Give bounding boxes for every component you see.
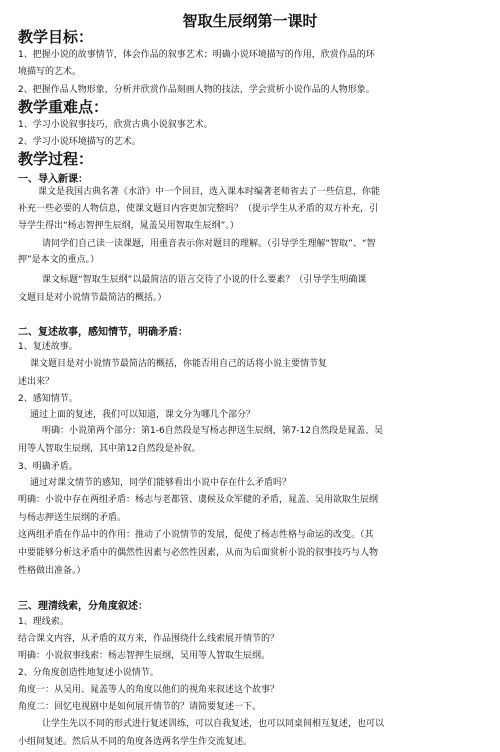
paragraph-line: 让学生先以不同的形式进行复述训练，可以自我复述，也可以同桌间相互复述，也可以: [42, 719, 385, 729]
heading-teaching-goals: 教学目标：: [18, 28, 94, 46]
paragraph-line: 请同学们自己读一读课题，用重音表示你对题目的理解。（引导学生理解“智取”、“智: [42, 239, 376, 249]
paragraph-line: 1、复述故事。: [18, 342, 78, 352]
goal-line: 2、把握作品人物形象，分析并欣赏作品刻画人物的技法，学会赏析小说作品的人物形象。: [18, 85, 375, 95]
paragraph-line: 性格做出准备。）: [18, 566, 86, 576]
focus-line: 1、学习小说叙事技巧，欣赏古典小说叙事艺术。: [18, 120, 213, 130]
paragraph-line: 通过对课文情节的感知，同学们能够看出小说中存在什么矛盾吗？: [30, 478, 292, 488]
paragraph-line: 明确：小说中存在两组矛盾：杨志与老都管、虞候及众军健的矛盾，晁盖、吴用欲取生辰纲: [18, 495, 379, 505]
paragraph-line: 述出来？: [18, 377, 55, 387]
paragraph-line: 明确：小说叙事线索：杨志智押生辰纲，吴用等人智取生辰纲。: [18, 651, 271, 661]
goal-line: 境描写的艺术。: [18, 67, 82, 77]
paragraph-line: 押”是本文的重点。）: [18, 255, 100, 265]
paragraph-line: 通过上面的复述，我们可以知道，课文分为哪几个部分？: [30, 410, 256, 420]
section-heading: 三、理清线索，分角度叙述：: [18, 601, 148, 612]
paragraph-line: 文题目是对小说情节最简洁的概括。）: [18, 293, 167, 303]
paragraph-line: 2、分角度创造性地复述小说情节。: [18, 668, 159, 678]
heading-teaching-process: 教学过程：: [18, 150, 94, 168]
paragraph-line: 这两组矛盾在作品中的作用：推动了小说情节的发展，促使了杨志性格与命运的改变。（其: [18, 530, 374, 540]
paragraph-line: 课文题目是对小说情节最简洁的概括，你能否用自己的话将小说主要情节复: [30, 359, 328, 369]
paragraph-line: 导学生得出“杨志智押生辰纲，晁盖吴用智取生辰纲”。）: [18, 221, 239, 231]
paragraph-line: 角度一：从吴用、晁盖等人的角度以他们的视角来叙述这个故事？: [18, 685, 280, 695]
paragraph-line: 用等人智取生辰纲，其中第12自然段是补叙。: [18, 444, 201, 454]
section-heading: 二、复述故事，感知情节，明确矛盾：: [18, 327, 188, 338]
paragraph-line: 课文标题“智取生辰纲”以最简洁的语言交待了小说的什么要素？（引导学生明确课: [42, 275, 367, 285]
paragraph-line: 补充一些必要的人物信息，使课文题目内容更加完整吗？（提示学生从矛盾的双方补充，引: [18, 204, 379, 214]
paragraph-line: 2、感知情节。: [18, 394, 78, 404]
document-title: 智取生辰纲第一课时: [182, 12, 318, 30]
goal-line: 1、把握小说的故事情节，体会作品的叙事艺术；明确小说环境描写的作用，欣赏作品的环: [18, 50, 375, 60]
focus-line: 2、学习小说环境描写的艺术。: [18, 137, 141, 147]
paragraph-line: 1、理线索。: [18, 617, 69, 627]
paragraph-line: 课文是我国古典名著《水浒》中一个回目，选入课本时编著老师省去了一些信息，你能: [38, 187, 381, 197]
paragraph-line: 小组间复述。然后从不同的角度各选两名学生作交流复述。: [18, 737, 253, 747]
paragraph-line: 角度二：回忆电视剧中是如何展开情节的？请简要复述一下。: [18, 702, 262, 712]
paragraph-line: 中要能够分析这矛盾中的偶然性因素与必然性因素，从而为后面赏析小说的叙事技巧与人物: [18, 548, 379, 558]
section-heading: 一、导入新课：: [18, 174, 88, 185]
heading-key-points: 教学重难点：: [18, 98, 109, 116]
paragraph-line: 结合课文内容，从矛盾的双方来，作品围绕什么线索展开情节的？: [18, 634, 280, 644]
paragraph-line: 3、明确矛盾。: [18, 462, 78, 472]
paragraph-line: 与杨志押送生辰纲的矛盾。: [18, 513, 127, 523]
paragraph-line: 明确：小说第两个部分：第1-6自然段是写杨志押送生辰纲，第7-12自然段是晁盖、吴: [42, 426, 384, 436]
